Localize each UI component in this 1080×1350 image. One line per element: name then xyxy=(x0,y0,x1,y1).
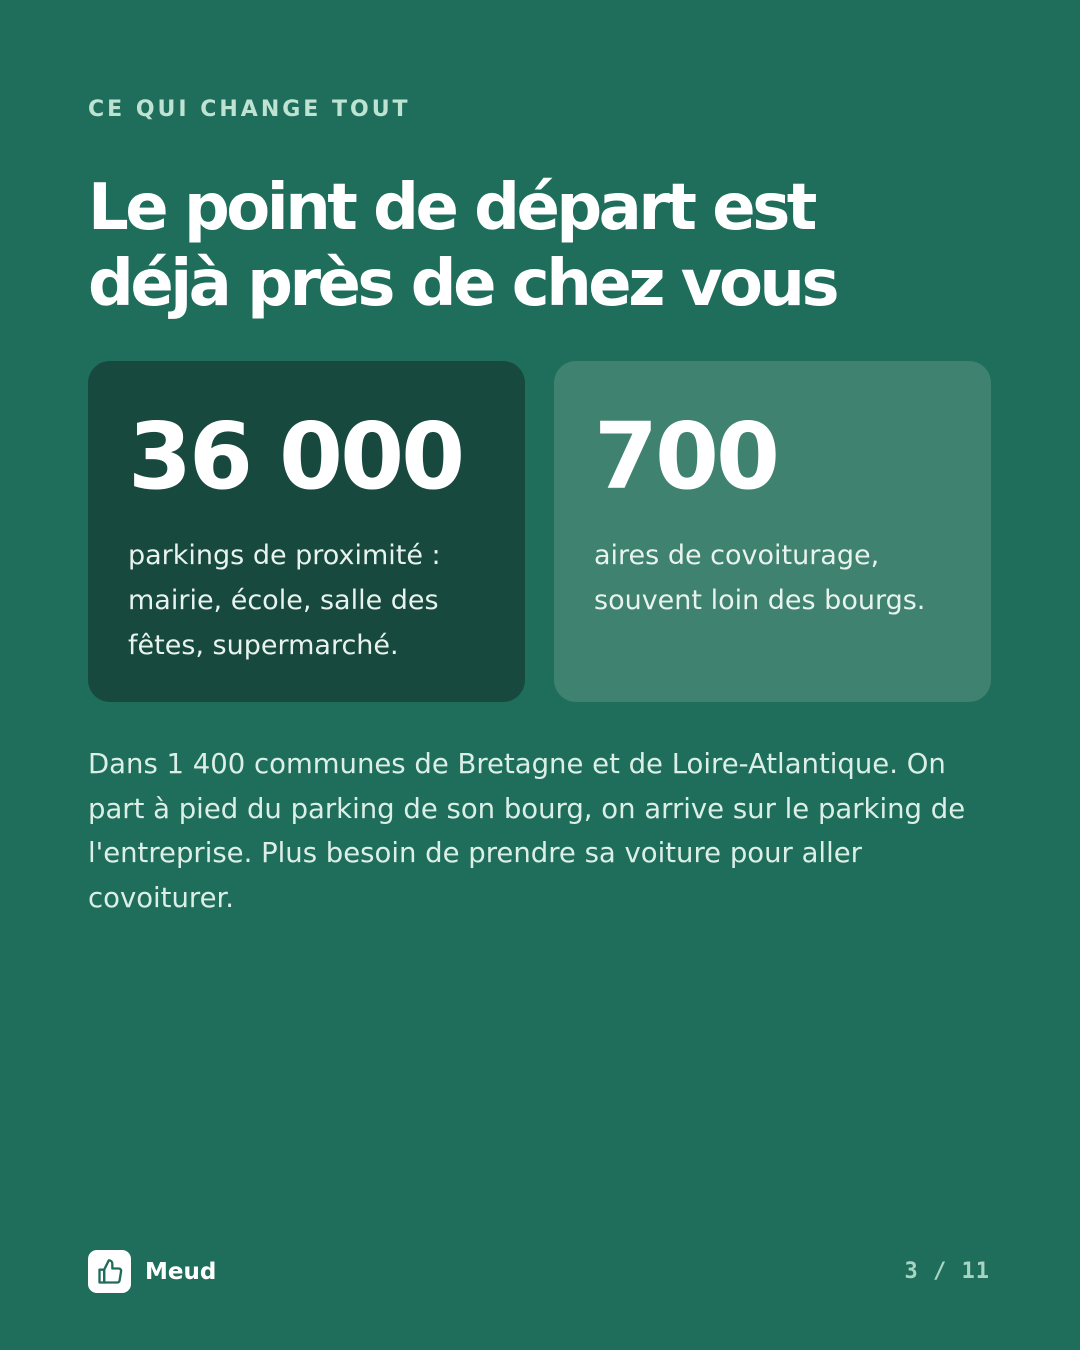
stat-description xyxy=(128,533,485,668)
title-line: déjà près de chez vous xyxy=(88,247,837,321)
body-line: l'entreprise. Plus besoin de prendre sa voiture pour aller xyxy=(88,837,862,869)
stat-description xyxy=(594,533,951,623)
brand-name: Meud xyxy=(145,1258,217,1285)
body-paragraph xyxy=(88,742,1008,920)
stat-description-line: mairie, école, salle des xyxy=(128,585,439,616)
title-line: Le point de départ est xyxy=(88,171,814,245)
stat-description-line: souvent loin des bourgs. xyxy=(594,585,926,616)
stat-value: 36 000 xyxy=(128,403,463,510)
eyebrow-label: CE QUI CHANGE TOUT xyxy=(88,97,411,122)
brand xyxy=(88,1250,216,1293)
page-indicator: 3 / 11 xyxy=(904,1259,990,1284)
body-line: covoiturer. xyxy=(88,881,235,914)
body-line: part à pied du parking de son bourg, on arrive sur le parking de xyxy=(88,792,966,825)
page-title xyxy=(88,170,988,322)
stat-card-aires xyxy=(554,361,991,702)
stat-description-line: aires de covoiturage, xyxy=(594,540,880,571)
stat-description-line: fêtes, supermarché. xyxy=(128,630,399,661)
thumbs-up-icon xyxy=(96,1258,124,1286)
logo xyxy=(88,1250,131,1293)
stat-description-line: parkings de proximité : xyxy=(128,540,441,571)
body-line: Dans 1 400 communes de Bretagne et de Loire-Atlantique. On xyxy=(88,748,946,780)
stat-value: 700 xyxy=(594,403,778,510)
stat-card-parkings xyxy=(88,361,525,702)
